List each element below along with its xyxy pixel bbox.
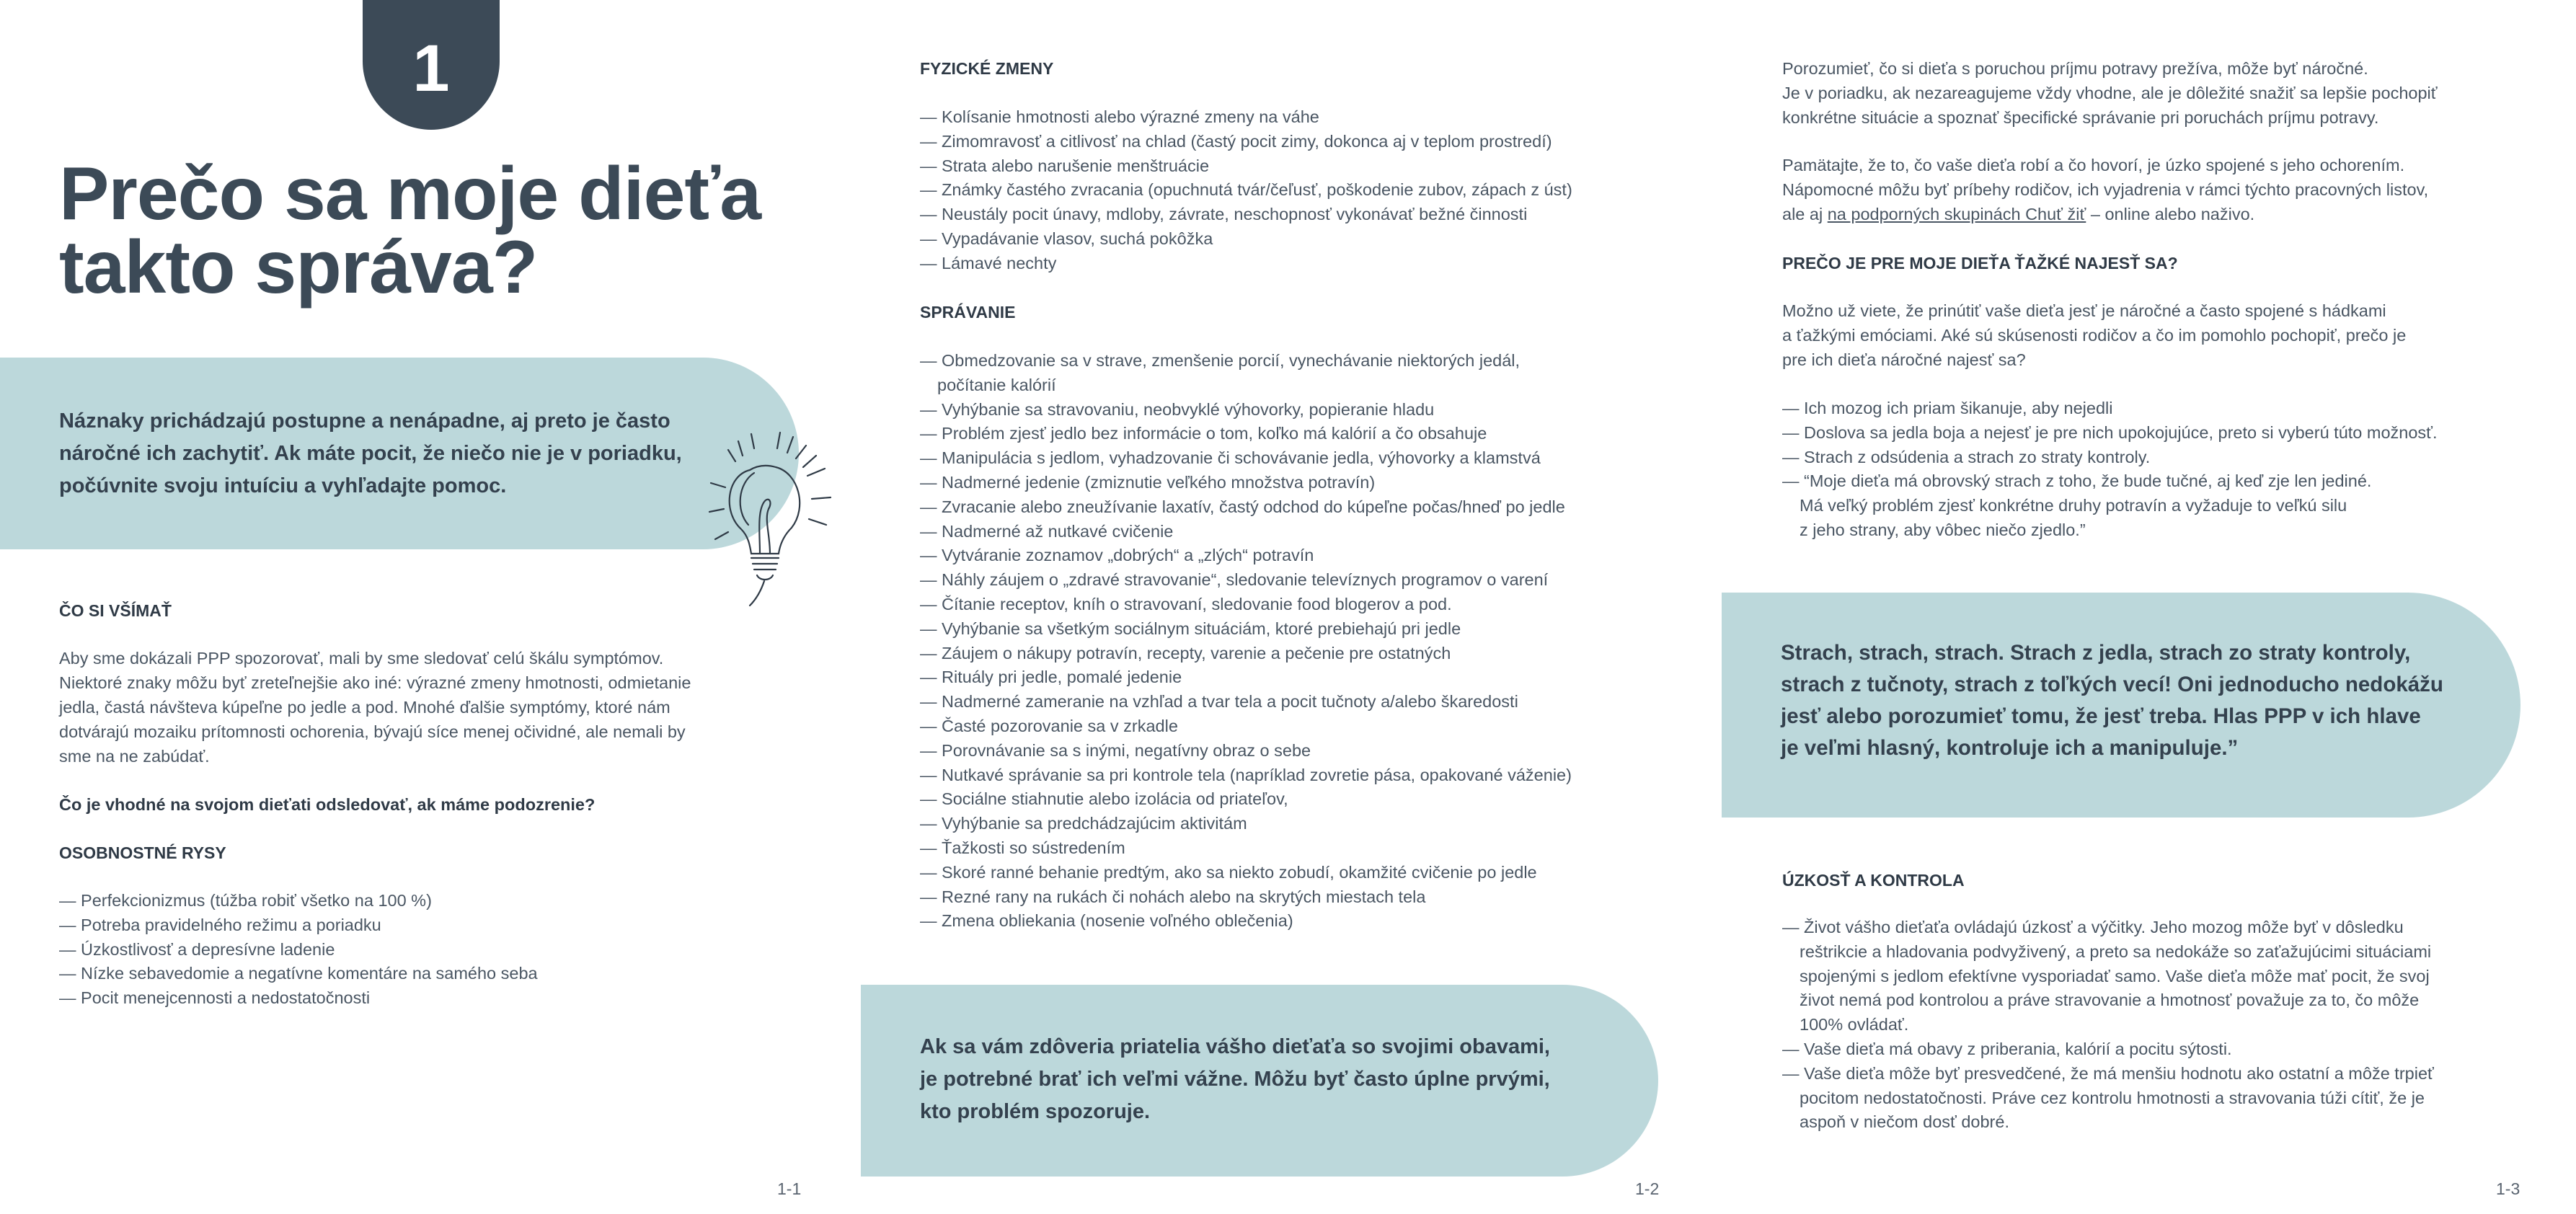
- fear-quote-callout: [1722, 593, 2520, 818]
- list-item: — Vyhýbanie sa všetkým sociálnym situáciám, ktoré prebiehajú pri jedle: [920, 619, 1461, 638]
- list-item: — Zmena obliekania (nosenie voľného oblečenia): [920, 911, 1293, 931]
- list-item: — Nutkavé správanie sa pri kontrole tela (napríklad zovretie pása, opakované váženie): [920, 765, 1572, 784]
- callout-line: jesť alebo porozumieť tomu, že jesť treba. Hlas PPP v ich hlave: [1781, 704, 2421, 728]
- list-item: — Vaše dieťa môže byť presvedčené, že má menšiu hodnotu ako ostatní a môže trpieť: [1782, 1063, 2434, 1083]
- section-heading-why-hard-to-eat: PREČO JE PRE MOJE DIEŤA ŤAŽKÉ NAJESŤ SA?: [1782, 254, 2178, 273]
- page-title-line: Prečo sa moje dieťa: [59, 152, 761, 236]
- list-item: — Úzkostlivosť a depresívne ladenie: [59, 939, 335, 959]
- list-item: — Manipulácia s jedlom, vyhadzovanie či schovávanie jedla, výhovorky a klamstvá: [920, 448, 1541, 468]
- section-heading-personality-traits: OSOBNOSTNÉ RYSY: [59, 843, 226, 862]
- list-item: — Náhly záujem o „zdravé stravovanie“, sledovanie televíznych programov o varení: [920, 570, 1549, 590]
- page-number: 1-1: [777, 1179, 802, 1198]
- list-item: — Doslova sa jedla boja a nejesť je pre nich upokojujúce, preto si vyberú túto možnosť.: [1782, 422, 2438, 442]
- callout-line: strach z tučnoty, strach z toľkých vecí! Oni jednoducho nedokážu: [1781, 673, 2443, 696]
- list-item: — Pocit menejcennosti a nedostatočnosti: [59, 988, 371, 1008]
- list-item: — Časté pozorovanie sa v zrkadle: [920, 716, 1178, 735]
- chapter-number: 1: [412, 31, 450, 105]
- why-list: [1782, 396, 2438, 543]
- list-item: — Záujem o nákupy potravín, recepty, varenie a pečenie pre ostatných: [920, 643, 1451, 663]
- paragraph-line: Aby sme dokázali PPP spozorovať, mali by sme sledovať celú škálu symptómov.: [59, 649, 664, 668]
- list-item: — Obmedzovanie sa v strave, zmenšenie porcií, vynechávanie niektorých jedál,: [920, 351, 1521, 370]
- paragraph-line: Nápomocné môžu byť príbehy rodičov, ich vyjadrenia v rámci týchto pracovných listov,: [1782, 180, 2429, 199]
- list-item: — Zimomravosť a citlivosť na chlad (častý pocit zimy, dokonca aj v teplom prostredí): [920, 131, 1552, 151]
- list-item: — Neustály pocit únavy, mdloby, závrate, neschopnosť vykonávať bežné činnosti: [920, 205, 1528, 224]
- list-item: — Nízke sebavedomie a negatívne komentáre na samého seba: [59, 964, 538, 983]
- paragraph-line: a ťažkými emóciami. Aké sú skúsenosti rodičov a čo im pomohlo pochopiť, prečo je: [1782, 326, 2407, 345]
- list-item: — Ich mozog ich priam šikanuje, aby nejedli: [1782, 399, 2113, 417]
- list-item: — Porovnávanie sa s inými, negatívny obraz o sebe: [920, 740, 1311, 760]
- list-item: — Vypadávanie vlasov, suchá pokôžka: [920, 229, 1213, 248]
- list-item: — Rezné rany na rukách či nohách alebo na skrytých miestach tela: [920, 887, 1426, 906]
- callout-line: je veľmi hlasný, kontroluje ich a manipuluje.”: [1781, 736, 2239, 760]
- list-item: — Perfekcionizmus (túžba robiť všetko na 100 %): [59, 891, 432, 910]
- list-item: spojenými s jedlom efektívne vysporiadať samo. Vaše dieťa môže mať pocit, že svoj: [1800, 966, 2430, 985]
- list-item: — Nadmerné až nutkavé cvičenie: [920, 521, 1174, 541]
- paragraph-line: Je v poriadku, ak nezareagujeme vždy vhodne, ale je dôležité snažiť sa lepšie pochopiť: [1782, 84, 2438, 102]
- list-item: — Potreba pravidelného režimu a poriadku: [59, 915, 381, 934]
- paragraph-line: sme na ne zabúdať.: [59, 747, 210, 766]
- list-item: — Zvracanie alebo zneužívanie laxatív, častý odchod do kúpeľne počas/hneď po jedle: [920, 497, 1565, 516]
- paragraph-text: – online alebo naživo.: [2086, 205, 2255, 223]
- callout-line: Ak sa vám zdôveria priatelia vášho dieťaťa so svojimi obavami,: [920, 1035, 1550, 1058]
- list-item: — Nadmerné jedenie (zmiznutie veľkého množstva potravín): [920, 472, 1376, 492]
- list-item: z jeho strany, aby vôbec niečo zjedlo.”: [1800, 520, 2086, 539]
- list-item: život nemá pod kontrolou a práve stravovanie a hmotnosť považuje za to, čo môže: [1800, 991, 2420, 1010]
- paragraph-line: Pamätajte, že to, čo vaše dieťa robí a čo hovorí, je úzko spojené s jeho ochorením.: [1782, 156, 2405, 174]
- list-item: — Vyhýbanie sa predchádzajúcim aktivitám: [920, 814, 1247, 833]
- physical-changes-list: [920, 105, 1572, 276]
- understanding-paragraph: [1782, 56, 2438, 130]
- section-heading-behavior: SPRÁVANIE: [920, 303, 1016, 322]
- paragraph-line: dotvárajú mozaiku prítomnosti ochorenia, bývajú síce menej očividné, ale nemali by: [59, 722, 686, 741]
- paragraph-line: [1782, 202, 2428, 226]
- list-item: — Lámavé nechty: [920, 253, 1057, 273]
- paragraph-text: ale aj: [1782, 205, 1828, 223]
- intro-callout: [0, 358, 799, 549]
- list-item: — Vaše dieťa má obavy z priberania, kalórií a pocitu sýtosti.: [1782, 1039, 2232, 1058]
- callout-line: je potrebné brať ich veľmi vážne. Môžu byť často úplne prvými,: [920, 1068, 1550, 1091]
- page-title-line: takto správa?: [59, 226, 538, 309]
- paragraph-line: Porozumieť, čo si dieťa s poruchou príjmu potravy prežíva, môže byť náročné.: [1782, 59, 2368, 78]
- support-groups-link[interactable]: na podporných skupinách Chuť žiť: [1827, 205, 2086, 223]
- section-heading-physical-changes: FYZICKÉ ZMENY: [920, 59, 1054, 78]
- anxiety-list: [1782, 916, 2434, 1135]
- list-item: — Problém zjesť jedlo bez informácie o tom, koľko má kalórií a čo obsahuje: [920, 424, 1487, 443]
- intro-paragraph: [59, 646, 691, 768]
- why-intro-paragraph: [1782, 298, 2406, 372]
- list-item: — Sociálne stiahnutie alebo izolácia od priateľov,: [920, 789, 1288, 809]
- list-item: — Kolísanie hmotnosti alebo výrazné zmeny na váhe: [920, 107, 1319, 126]
- paragraph-line: pre ich dieťa náročné najesť sa?: [1782, 350, 2026, 369]
- list-item: — Vytváranie zoznamov „dobrých“ a „zlých“ potravín: [920, 546, 1314, 565]
- behavior-list: [920, 349, 1572, 934]
- list-item: — Skoré ranné behanie predtým, ako sa niekto zobudí, okamžité cvičenie po jedle: [920, 862, 1537, 882]
- section-heading-what-to-notice: ČO SI VŠÍMAŤ: [59, 601, 172, 620]
- paragraph-line: konkrétne situácie a spoznať špecifické správanie pri poruchách príjmu potravy.: [1782, 108, 2379, 127]
- paragraph-line: jedla, častá návšteva kúpeľne po jedle a pod. Mnohé ďalšie symptómy, ktoré nám: [59, 698, 670, 717]
- friends-callout: [861, 985, 1658, 1177]
- callout-line: Strach, strach, strach. Strach z jedla, strach zo straty kontroly,: [1781, 641, 2411, 665]
- callout-line: náročné ich zachytiť. Ak máte pocit, že niečo nie je v poriadku,: [59, 442, 682, 465]
- list-item: — Známky častého zvracania (opuchnutá tvár/čeľusť, poškodenie zubov, zápach z úst): [920, 180, 1572, 200]
- list-item: — Nadmerné zameranie na vzhľad a tvar tela a pocit tučnoty a/alebo škaredosti: [920, 692, 1518, 712]
- paragraph-line: Možno už viete, že prinútiť vaše dieťa jesť je náročné a často spojené s hádkami: [1782, 301, 2386, 320]
- page-number: 1-2: [1635, 1179, 1660, 1198]
- list-item: — Ťažkosti so sústredením: [920, 838, 1125, 857]
- list-item: — “Moje dieťa má obrovský strach z toho, že bude tučné, aj keď zje len jediné.: [1782, 471, 2372, 491]
- section-heading-anxiety-control: ÚZKOSŤ A KONTROLA: [1782, 871, 1965, 890]
- list-item: 100% ovládať.: [1800, 1015, 1909, 1034]
- traits-list: [59, 889, 538, 1011]
- lightbulb-sketch-icon: [707, 427, 844, 607]
- question-heading: Čo je vhodné na svojom dieťati odsledovať, ak máme podozrenie?: [59, 795, 596, 814]
- list-item: počítanie kalórií: [937, 375, 1056, 394]
- list-item: reštrikcie a hladovania podvyživený, a preto sa nedokáže so zaťažujúcimi situáciami: [1800, 941, 2432, 961]
- list-item: aspoň v niečom dosť dobré.: [1800, 1112, 2009, 1132]
- callout-line: Náznaky prichádzajú postupne a nenápadne, aj preto je často: [59, 409, 670, 433]
- callout-line: počúvnite svoju intuíciu a vyhľadajte pomoc.: [59, 474, 507, 497]
- callout-line: kto problém spozoruje.: [920, 1100, 1151, 1123]
- list-item: — Strach z odsúdenia a strach zo straty kontroly.: [1782, 447, 2151, 466]
- paragraph-line: Niektoré znaky môžu byť zreteľnejšie ako iné: výrazné zmeny hmotnosti, odmietanie: [59, 673, 691, 692]
- list-item: Má veľký problém zjesť konkrétne druhy potravín a vyžaduje to veľkú silu: [1800, 496, 2347, 515]
- page-title: [59, 152, 823, 309]
- list-item: — Strata alebo narušenie menštruácie: [920, 156, 1210, 175]
- list-item: pocitom nedostatočnosti. Práve cez kontrolu hmotnosti a stravovania túži cítiť, že je: [1800, 1088, 2425, 1107]
- list-item: — Vyhýbanie sa stravovaniu, neobvyklé výhovorky, popieranie hladu: [920, 399, 1435, 419]
- page-number: 1-3: [2496, 1179, 2520, 1198]
- list-item: — Čítanie receptov, kníh o stravovaní, sledovanie food blogerov a pod.: [920, 594, 1452, 613]
- remember-paragraph: [1782, 153, 2428, 226]
- list-item: — Rituály pri jedle, pomalé jedenie: [920, 668, 1182, 687]
- list-item: — Život vášho dieťaťa ovládajú úzkosť a výčitky. Jeho mozog môže byť v dôsledku: [1782, 918, 2404, 936]
- chapter-number-tab: [363, 0, 500, 130]
